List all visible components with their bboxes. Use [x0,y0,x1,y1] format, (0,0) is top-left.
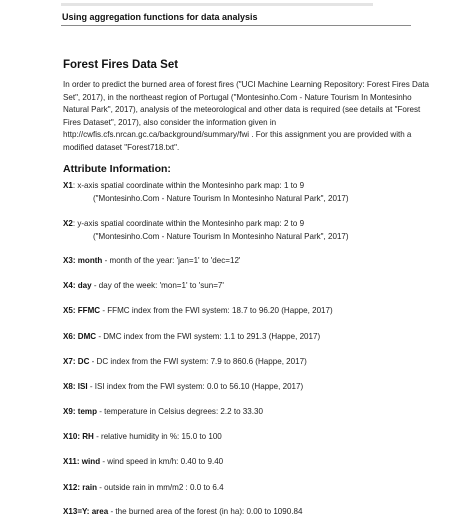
attribute-item-x10 [63,431,222,444]
attribute-desc: DMC index from the FWI system: 1.1 to 291.3 (Happe, 2017) [103,332,321,341]
attribute-sep: - [102,256,110,265]
attribute-key: X2 [63,219,73,228]
top-rule [61,3,373,6]
attribute-item-x12 [63,482,224,495]
attribute-desc: the burned area of the forest (in ha): 0.00 to 1090.84 [115,507,303,516]
attribute-heading: Attribute Information: [63,163,171,175]
attribute-sep: - [97,483,105,492]
attribute-item-x11 [63,456,223,469]
attribute-item-x9 [63,406,263,419]
attribute-key: X4: day [63,281,92,290]
attribute-sep: - [100,306,108,315]
attribute-key: X10: RH [63,432,94,441]
attribute-key: X11: wind [63,457,101,466]
attribute-key: X9: temp [63,407,97,416]
attribute-desc: DC index from the FWI system: 7.9 to 860.6 (Happe, 2017) [96,357,307,366]
attribute-sep: : [72,219,78,228]
attribute-sep: - [100,457,108,466]
attribute-item-x8 [63,381,303,394]
running-header: Using aggregation functions for data analysis [62,12,258,22]
attribute-item-x4 [63,280,224,293]
attribute-sep: - [91,281,99,290]
attribute-key: X12: rain [63,483,97,492]
attribute-item-x7 [63,356,307,369]
attribute-desc: day of the week: 'mon=1' to 'sun=7' [98,281,224,290]
attribute-desc: y-axis spatial coordinate within the Montesinho park map: 2 to 9 [77,219,305,228]
attribute-desc: wind speed in km/h: 0.40 to 9.40 [107,457,224,466]
attribute-key: X13=Y: area [63,507,109,516]
attribute-desc: ISI index from the FWI system: 0.0 to 56.10 (Happe, 2017) [94,382,304,391]
attribute-key: X8: ISI [63,382,88,391]
attribute-key: X6: DMC [63,332,97,341]
attribute-sep: - [87,382,95,391]
attribute-desc: month of the year: 'jan=1' to 'dec=12' [109,256,241,265]
attribute-item-x13 [63,506,302,519]
attribute-item-x2 [63,218,349,243]
intro-paragraph: In order to predict the burned area of forest fires ("UCI Machine Learning Repository: Forest Fires Data Set", 2017), in the northeast region of Portugal ("Montesinho.Com - Nature Tourism In Montesinho Natural Park", 2017), analysis of the meteorological and other data is required (see details at "Forest Fires Dataset", 2017), also consider the information given in http://cwfis.cfs.nrcan.gc.ca/background/summary/fwi . For this assignment you are provided with a modified dataset "Forest718.txt". [63,80,430,152]
attribute-sep: - [108,507,116,516]
attribute-item-x3 [63,255,240,268]
attribute-key: X1 [63,181,73,190]
attribute-citation: ("Montesinho.Com - Nature Tourism In Montesinho Natural Park", 2017) [93,231,349,241]
attribute-desc: relative humidity in %: 15.0 to 100 [101,432,222,441]
attribute-key: X3: month [63,256,103,265]
attribute-sep: - [96,332,104,341]
attribute-item-x6 [63,331,320,344]
attribute-sep: : [72,181,78,190]
attribute-desc: outside rain in mm/m2 : 0.0 to 6.4 [104,483,224,492]
attribute-sep: - [89,357,97,366]
attribute-item-x5 [63,305,333,318]
section-title: Forest Fires Data Set [63,59,179,71]
attribute-citation: ("Montesinho.Com - Nature Tourism In Montesinho Natural Park", 2017) [93,193,349,203]
attribute-key: X5: FFMC [63,306,101,315]
header-divider [61,25,411,26]
attribute-sep: - [93,432,102,441]
attribute-sep: - [96,407,105,416]
attribute-desc: FFMC index from the FWI system: 18.7 to 96.20 (Happe, 2017) [107,306,333,315]
attribute-desc: temperature in Celsius degrees: 2.2 to 33.30 [104,407,263,416]
attribute-item-x1 [63,180,349,205]
attribute-key: X7: DC [63,357,90,366]
attribute-desc: x-axis spatial coordinate within the Montesinho park map: 1 to 9 [77,181,305,190]
